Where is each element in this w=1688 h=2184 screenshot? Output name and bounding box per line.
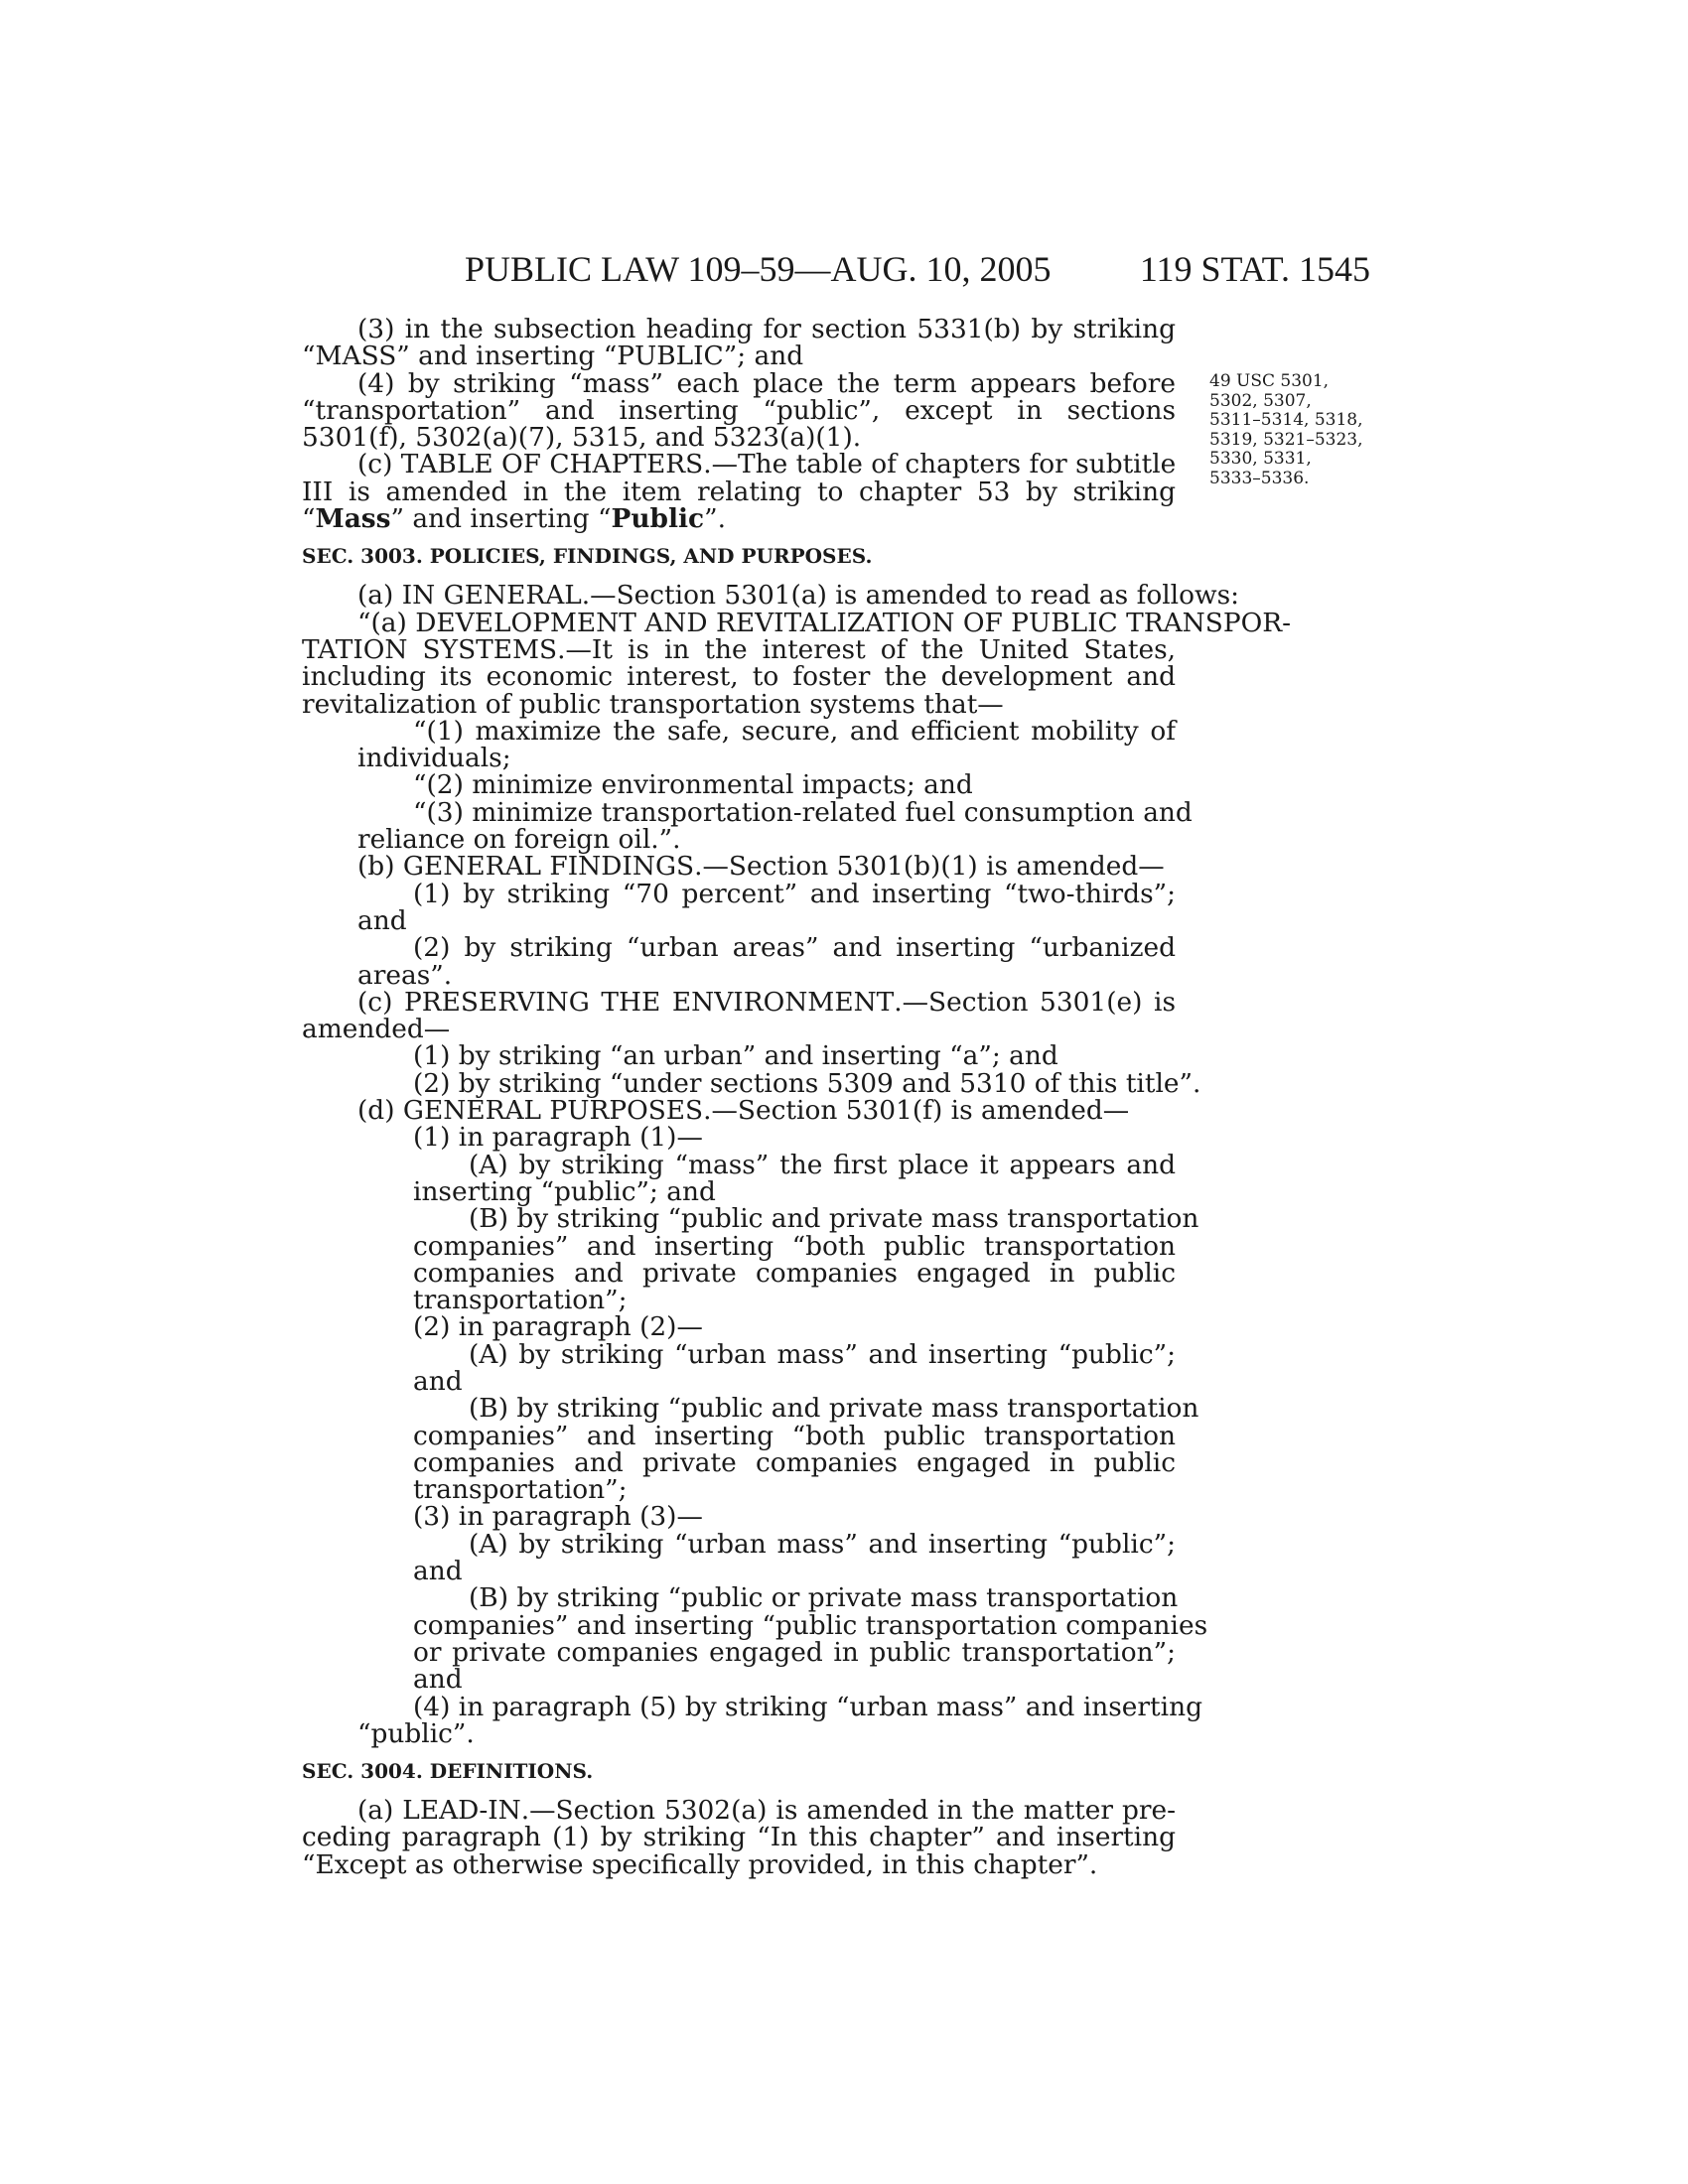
text-line: companies and private companies engaged in public	[413, 1446, 1176, 1478]
text-line: “MASS” and inserting “PUBLIC”; and	[302, 341, 804, 372]
margin-citation-line: 49 USC 5301,	[1209, 371, 1330, 391]
text-line: inserting “public”; and	[413, 1175, 716, 1207]
text-line: “(1) maximize the safe, secure, and efficient mobility of	[413, 715, 1176, 747]
text-line: ceding paragraph (1) by striking “In this chapter” and inserting	[302, 1822, 1176, 1853]
margin-citation-line: 5302, 5307,	[1209, 390, 1312, 411]
text-line: and	[413, 1556, 463, 1587]
text-line: transportation”;	[413, 1474, 628, 1506]
margin-citation-line: 5319, 5321–5323,	[1209, 429, 1363, 450]
text-line: companies” and inserting “both public transportation	[413, 1230, 1176, 1262]
text-line: (b) GENERAL FINDINGS.—Section 5301(b)(1) is amended—	[357, 851, 1165, 883]
stat-page-number: 119 STAT. 1545	[1139, 249, 1370, 289]
text-line: “(2) minimize environmental impacts; and	[413, 769, 973, 801]
margin-citation-line: 5333–5336.	[1209, 468, 1310, 488]
text-line: areas”.	[357, 959, 453, 991]
text-line: and	[413, 1664, 463, 1696]
text-line: (a) LEAD-IN.—Section 5302(a) is amended in the matter pre-	[357, 1795, 1176, 1827]
text-line: including its economic interest, to foster the development and	[302, 661, 1176, 693]
text-line: (c) TABLE OF CHAPTERS.—The table of chapters for subtitle	[357, 449, 1177, 480]
section-heading: SEC. 3004. DEFINITIONS.	[302, 1759, 594, 1784]
text-line: (c) PRESERVING THE ENVIRONMENT.—Section 5301(e) is	[357, 986, 1176, 1018]
text-line: (3) in the subsection heading for section 5331(b) by striking	[357, 314, 1176, 344]
text-line: TATION SYSTEMS.—It is in the interest of the United States,	[302, 633, 1176, 665]
text-line: (4) by striking “mass” each place the term appears before	[357, 367, 1176, 399]
text-line: companies” and inserting “both public transportation	[413, 1420, 1176, 1451]
text-line: “Except as otherwise specifically provided, in this chapter”.	[302, 1848, 1098, 1880]
text-line: “public”.	[357, 1717, 475, 1749]
text-line: revitalization of public transportation systems that—	[302, 688, 1004, 720]
text-line: “Mass” and inserting “Public”.	[302, 503, 726, 535]
text-line: (1) in paragraph (1)—	[413, 1122, 703, 1154]
text-line: transportation”;	[413, 1285, 628, 1316]
text-line: (d) GENERAL PURPOSES.—Section 5301(f) is amended—	[357, 1095, 1130, 1127]
text-line: (A) by striking “urban mass” and inserting “public”;	[469, 1338, 1176, 1370]
text-line: amended—	[302, 1014, 451, 1045]
text-line: (B) by striking “public and private mass transportation	[469, 1393, 1199, 1425]
margin-citation-line: 5330, 5331,	[1209, 449, 1312, 469]
text-line: (A) by striking “urban mass” and inserting “public”;	[469, 1528, 1176, 1560]
text-line: (1) by striking “an urban” and inserting “a”; and	[413, 1040, 1058, 1072]
margin-citation	[1209, 372, 1378, 488]
text-line: (A) by striking “mass” the first place it appears and	[469, 1149, 1176, 1180]
text-line: (4) in paragraph (5) by striking “urban mass” and inserting	[413, 1691, 1202, 1722]
text-line: individuals;	[357, 743, 511, 774]
text-line: “(3) minimize transportation-related fuel consumption and	[413, 796, 1193, 828]
section-heading: SEC. 3003. POLICIES, FINDINGS, AND PURPOSES.	[302, 544, 873, 569]
text-line: (a) IN GENERAL.—Section 5301(a) is amended to read as follows:	[357, 580, 1240, 612]
text-line: (2) by striking “under sections 5309 and 5310 of this title”.	[413, 1067, 1201, 1099]
page-header	[465, 246, 1370, 292]
text-line: or private companies engaged in public transportation”;	[413, 1636, 1176, 1668]
text-line: “(a) DEVELOPMENT AND REVITALIZATION OF PUBLIC TRANSPOR-	[357, 607, 1292, 638]
text-line: companies and private companies engaged in public	[413, 1257, 1176, 1289]
text-line: (B) by striking “public and private mass transportation	[469, 1203, 1199, 1235]
text-line: (B) by striking “public or private mass transportation	[469, 1582, 1179, 1614]
text-line: (2) by striking “urban areas” and inserting “urbanized	[413, 932, 1176, 964]
text-line: (1) by striking “70 percent” and inserting “two-thirds”;	[413, 878, 1176, 909]
text-line: and	[413, 1365, 463, 1397]
text-line: 5301(f), 5302(a)(7), 5315, and 5323(a)(1).	[302, 422, 862, 454]
text-line: (3) in paragraph (3)—	[413, 1501, 703, 1533]
text-line: III is amended in the item relating to chapter 53 by striking	[302, 476, 1176, 507]
running-head: PUBLIC LAW 109–59—AUG. 10, 2005	[465, 249, 1052, 289]
text-line: (2) in paragraph (2)—	[413, 1311, 703, 1343]
text-line: and	[357, 904, 407, 936]
text-line: companies” and inserting “public transportation companies	[413, 1609, 1208, 1641]
text-line: “transportation” and inserting “public”, except in sections	[302, 394, 1176, 426]
margin-citation-line: 5311–5314, 5318,	[1209, 410, 1363, 430]
text-line: reliance on foreign oil.”.	[357, 824, 681, 856]
